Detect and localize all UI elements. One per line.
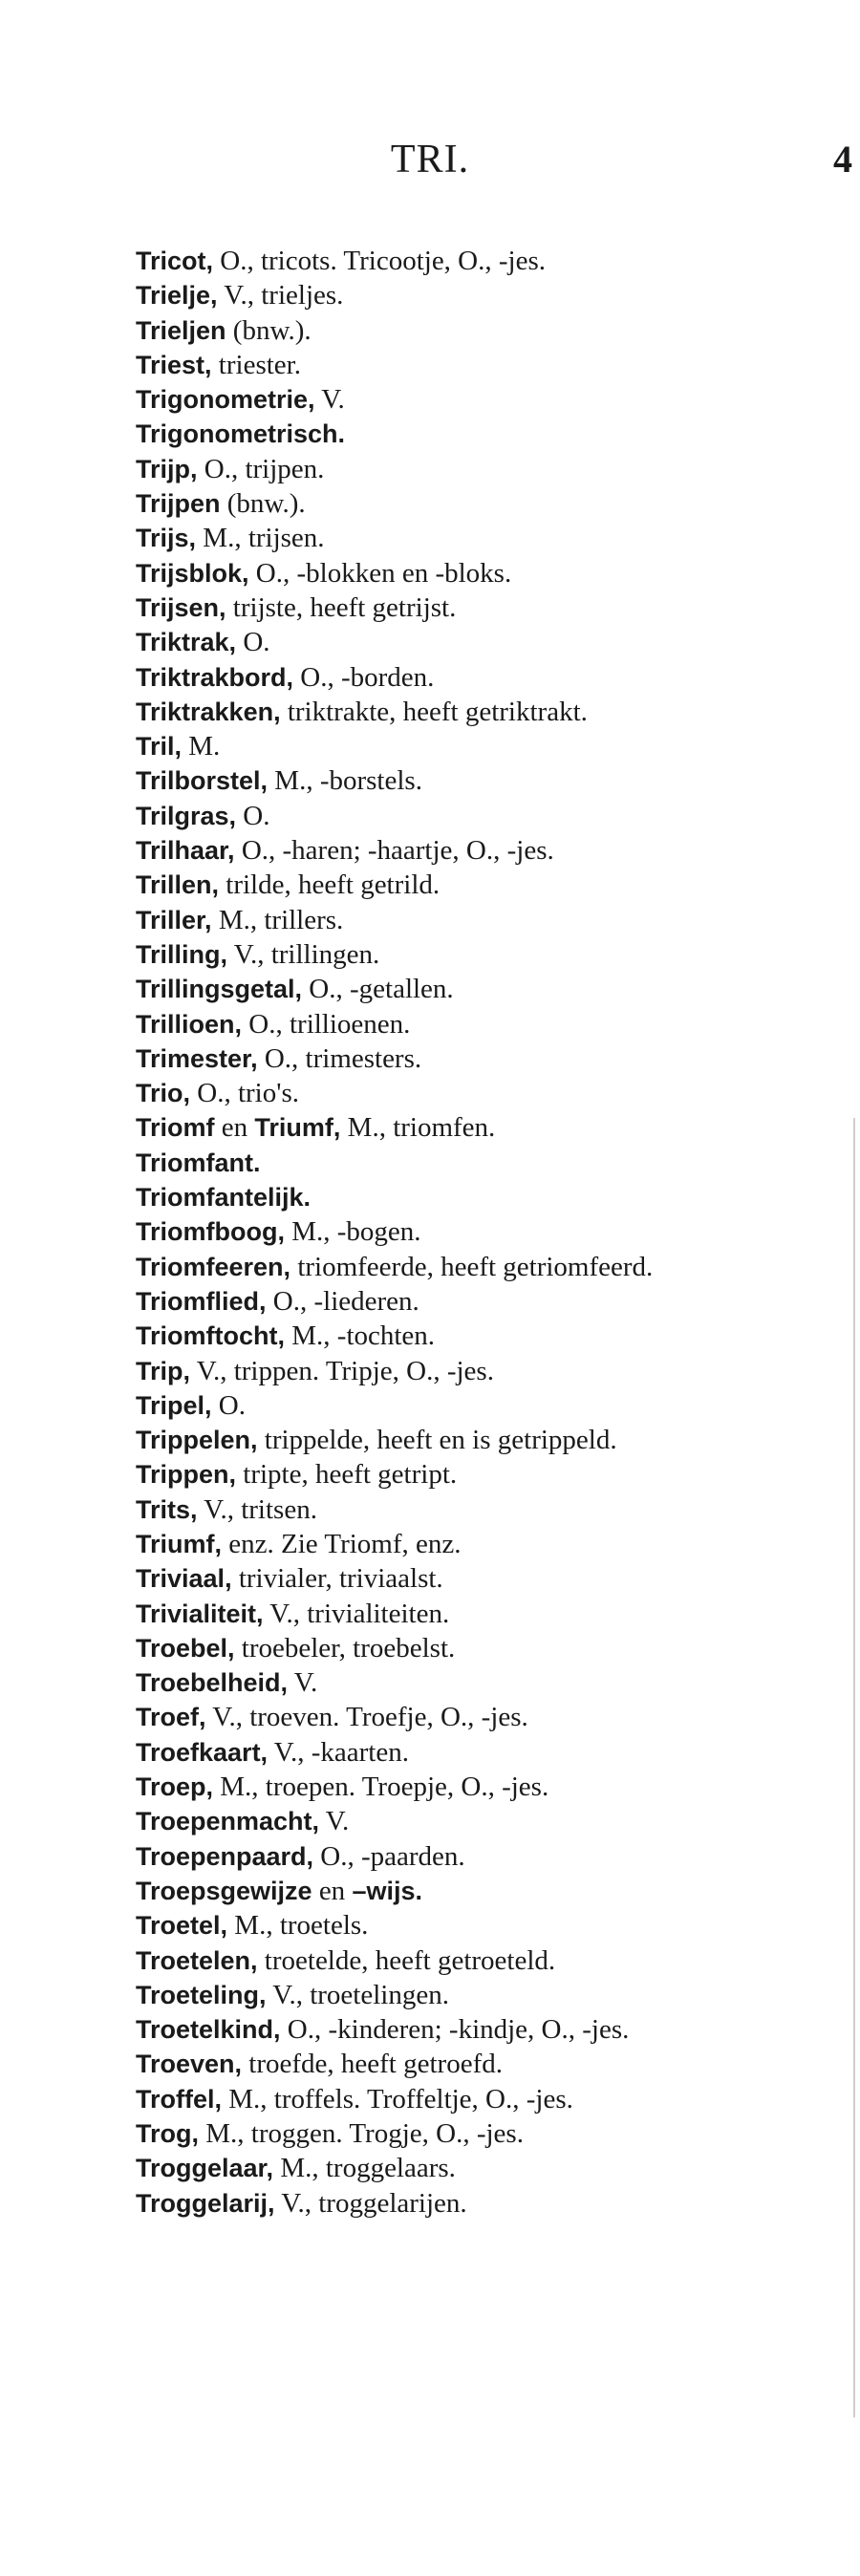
entry-headword: Trijpen (136, 489, 221, 519)
entry-headword: Triomf (136, 1113, 215, 1143)
dictionary-entry (136, 348, 826, 382)
dictionary-entry (136, 244, 826, 278)
entry-headword: Trog, (136, 2119, 199, 2149)
entry-headword: Troeven, (136, 2050, 243, 2079)
dictionary-entry (136, 556, 826, 590)
entry-definition: trilde, heeft getrild. (219, 869, 441, 901)
dictionary-entry (136, 1076, 826, 1110)
entry-definition: en (312, 1875, 353, 1906)
entry-definition: O., -kinderen; -kindje, O., -jes. (280, 2014, 630, 2046)
entry-headword: Trijsblok, (136, 558, 249, 588)
entry-headword: Troebel, (136, 1633, 235, 1663)
entry-definition: O., -haren; -haartje, O., -jes. (234, 835, 554, 867)
dictionary-entry (136, 313, 826, 348)
entry-headword: Trilhaar, (136, 836, 235, 866)
entry-definition: triester. (211, 349, 301, 380)
dictionary-entry (136, 972, 826, 1006)
dictionary-entry (136, 1804, 826, 1838)
entry-headword: Trivialiteit, (136, 1599, 264, 1628)
dictionary-entry (136, 1527, 826, 1561)
margin-rule (853, 1118, 855, 2417)
entry-definition: M., -tochten. (285, 1320, 436, 1352)
entry-definition: O., trijpen. (197, 453, 325, 484)
entry-definition: trivialer, triviaalst. (231, 1563, 443, 1595)
entry-definition: O. (211, 1389, 246, 1421)
entry-definition: trijste, heeft getrijst. (226, 591, 457, 623)
dictionary-entry (136, 937, 826, 972)
dictionary-entry (136, 1284, 826, 1319)
entry-definition: triomfeerde, heeft getriomfeerd. (290, 1251, 654, 1282)
entry-definition: M., -borstels. (268, 765, 422, 797)
entry-headword: Trieljen (136, 315, 226, 345)
entry-headword: Trijs, (136, 524, 197, 553)
dictionary-entry (136, 1354, 826, 1388)
entry-definition: V., trieljes. (217, 280, 344, 311)
entry-definition: V., troetelingen. (266, 1979, 449, 2010)
dictionary-entry (136, 1665, 826, 1700)
entry-headword: Tripel, (136, 1390, 212, 1420)
dictionary-entry (136, 1700, 826, 1734)
dictionary-entry (136, 590, 826, 625)
entry-headword: Trigonometrisch. (136, 419, 346, 449)
entry-definition: O., -liederen. (266, 1285, 419, 1317)
dictionary-entry (136, 1908, 826, 1943)
entry-definition: O., trillioenen. (242, 1008, 411, 1040)
entry-headword: Triktrakken, (136, 697, 281, 726)
dictionary-entry (136, 2047, 826, 2081)
entry-headword: Troebelheid, (136, 1668, 289, 1698)
entry-headword: Triviaal, (136, 1564, 232, 1594)
dictionary-entry (136, 1146, 826, 1180)
dictionary-entry (136, 1597, 826, 1631)
dictionary-entry (136, 1770, 826, 1804)
entry-definition: M., troetels. (227, 1910, 369, 1942)
dictionary-entry (136, 1631, 826, 1665)
entry-headword: Trielje, (136, 281, 218, 311)
entry-definition: V. (314, 384, 345, 416)
entry-definition: (bnw.). (226, 314, 312, 346)
entry-headword: Triomfant. (136, 1148, 261, 1177)
dictionary-entry (136, 1110, 826, 1145)
entry-headword: Trigonometrie, (136, 385, 315, 415)
entry-definition: M., -bogen. (284, 1216, 421, 1248)
entry-headword: Troetelen, (136, 1945, 258, 1975)
entry-headword: Triomfboog, (136, 1217, 285, 1247)
entry-headword: Triktrak, (136, 628, 237, 657)
entry-definition-cont: M., triomfen. (340, 1112, 496, 1144)
entry-headword: Trip, (136, 1356, 191, 1385)
entry-headword-variant: –wijs. (352, 1876, 422, 1905)
dictionary-entry (136, 660, 826, 695)
dictionary-entry (136, 417, 826, 451)
entry-list (136, 244, 826, 2221)
dictionary-entry (136, 2082, 826, 2116)
entry-headword: Troep, (136, 1772, 214, 1802)
entry-definition: triktrakte, heeft getriktrakt. (280, 696, 588, 727)
entry-definition: M., troffels. Troffeltje, O., -jes. (222, 2083, 573, 2114)
dictionary-entry (136, 1457, 826, 1492)
dictionary-entry (136, 625, 826, 659)
entry-headword: Troeteling, (136, 1980, 267, 2009)
dictionary-entry (136, 1978, 826, 2012)
dictionary-entry (136, 1874, 826, 1908)
entry-headword: Troepenmacht, (136, 1807, 320, 1836)
dictionary-entry (136, 1180, 826, 1214)
entry-headword: Troffel, (136, 2084, 223, 2114)
entry-headword: Troefkaart, (136, 1737, 269, 1767)
entry-headword: Troggelaar, (136, 2154, 274, 2183)
dictionary-entry (136, 1250, 826, 1284)
entry-headword: Troetel, (136, 1911, 228, 1941)
entry-definition: V., troggelarijen. (274, 2187, 467, 2219)
entry-definition: V., trippen. Tripje, O., -jes. (190, 1355, 494, 1386)
dictionary-entry (136, 695, 826, 729)
entry-headword: Triumf, (136, 1529, 223, 1558)
entry-headword: Trippen, (136, 1460, 237, 1490)
dictionary-entry (136, 1319, 826, 1353)
entry-headword: Trillen, (136, 870, 220, 900)
dictionary-entry (136, 1007, 826, 1041)
entry-definition: O., -getallen. (302, 974, 454, 1005)
entry-headword: Trits, (136, 1494, 198, 1524)
entry-headword: Troef, (136, 1703, 206, 1732)
entry-definition: O. (236, 627, 270, 658)
entry-headword: Tril, (136, 732, 183, 762)
dictionary-entry (136, 1839, 826, 1874)
dictionary-entry (136, 729, 826, 763)
entry-headword: Trio, (136, 1079, 191, 1108)
dictionary-entry (136, 1388, 826, 1423)
entry-definition: M. (182, 731, 221, 762)
entry-definition: en (214, 1112, 255, 1144)
entry-headword: Troepenpaard, (136, 1841, 314, 1871)
entry-headword: Trilgras, (136, 801, 237, 830)
dictionary-entry (136, 2186, 826, 2221)
entry-headword: Triomfeeren, (136, 1252, 291, 1281)
dictionary-entry (136, 1561, 826, 1596)
entry-definition: O., trimesters. (257, 1042, 422, 1074)
entry-definition: O., trio's. (190, 1078, 299, 1109)
entry-definition: troetelde, heeft getroeteld. (257, 1944, 556, 1976)
entry-definition: tripte, heeft getript. (236, 1459, 458, 1491)
entry-headword: Trijp, (136, 454, 198, 483)
dictionary-entry (136, 278, 826, 312)
entry-headword: Tricot, (136, 247, 214, 275)
dictionary-entry (136, 2116, 826, 2151)
entry-headword: Triomflied, (136, 1286, 267, 1316)
entry-definition: V., troeven. Troefje, O., -jes. (205, 1702, 528, 1733)
entry-headword: Trilborstel, (136, 766, 269, 796)
dictionary-entry (136, 452, 826, 486)
dictionary-entry (136, 799, 826, 833)
entry-definition: V., trivialiteiten. (263, 1598, 450, 1629)
entry-definition: (bnw.). (220, 488, 306, 520)
entry-definition: troefde, heeft getroefd. (242, 2049, 503, 2080)
entry-definition: V., -kaarten. (268, 1736, 409, 1768)
entry-definition: M., trillers. (211, 904, 344, 935)
entry-definition: V. (288, 1667, 318, 1699)
entry-headword: Triomftocht, (136, 1321, 285, 1351)
entry-definition: M., troggelaars. (273, 2153, 456, 2184)
dictionary-entry (136, 382, 826, 417)
page-number: 4 (833, 138, 852, 181)
entry-definition: V., tritsen. (197, 1493, 317, 1525)
dictionary-entry (136, 1735, 826, 1770)
entry-headword: Triomfantelijk. (136, 1183, 312, 1213)
dictionary-entry (136, 1041, 826, 1076)
entry-headword: Troetelkind, (136, 2015, 281, 2045)
entry-definition: enz. Zie Triomf, enz. (222, 1528, 462, 1559)
entry-definition: O., -paarden. (313, 1840, 465, 1872)
entry-definition: troebeler, troebelst. (234, 1632, 456, 1664)
entry-headword: Trillingsgetal, (136, 975, 303, 1004)
dictionary-entry (136, 521, 826, 555)
entry-headword: Trillioen, (136, 1009, 243, 1039)
entry-definition: O., -blokken en -bloks. (248, 557, 512, 589)
dictionary-entry (136, 833, 826, 868)
dictionary-entry (136, 1943, 826, 1978)
dictionary-entry (136, 486, 826, 521)
entry-definition: O., -borden. (293, 661, 435, 693)
entry-headword: Troggelarij, (136, 2188, 275, 2218)
entry-headword: Troepsgewijze (136, 1876, 312, 1905)
entry-definition: V. (319, 1806, 350, 1837)
entry-headword: Triest, (136, 350, 212, 379)
entry-headword: Triller, (136, 905, 212, 934)
dictionary-entry (136, 1423, 826, 1457)
entry-headword: Triktrakbord, (136, 662, 294, 692)
entry-definition: M., troggen. Trogje, O., -jes. (199, 2118, 524, 2150)
page-header-title: TRI. (390, 138, 470, 182)
entry-headword: Trimester, (136, 1043, 258, 1073)
entry-headword-variant: Triumf, (254, 1113, 341, 1143)
dictionary-entry (136, 1214, 826, 1249)
dictionary-entry (136, 2151, 826, 2185)
dictionary-entry (136, 2012, 826, 2047)
entry-definition: M., troepen. Troepje, O., -jes. (213, 1771, 549, 1803)
dictionary-entry (136, 763, 826, 798)
dictionary-entry (136, 903, 826, 937)
entry-headword: Trijsen, (136, 592, 226, 622)
entry-definition: trippelde, heeft en is getrippeld. (257, 1425, 617, 1456)
dictionary-entry (136, 868, 826, 902)
entry-definition: O., tricots. Tricootje, O., -jes. (213, 246, 547, 276)
dictionary-entry (136, 1492, 826, 1527)
entry-definition: V., trillingen. (227, 938, 380, 970)
entry-definition: O. (236, 800, 270, 831)
entry-definition: M., trijsen. (196, 523, 325, 554)
entry-headword: Trilling, (136, 939, 228, 969)
entry-headword: Trippelen, (136, 1426, 258, 1455)
